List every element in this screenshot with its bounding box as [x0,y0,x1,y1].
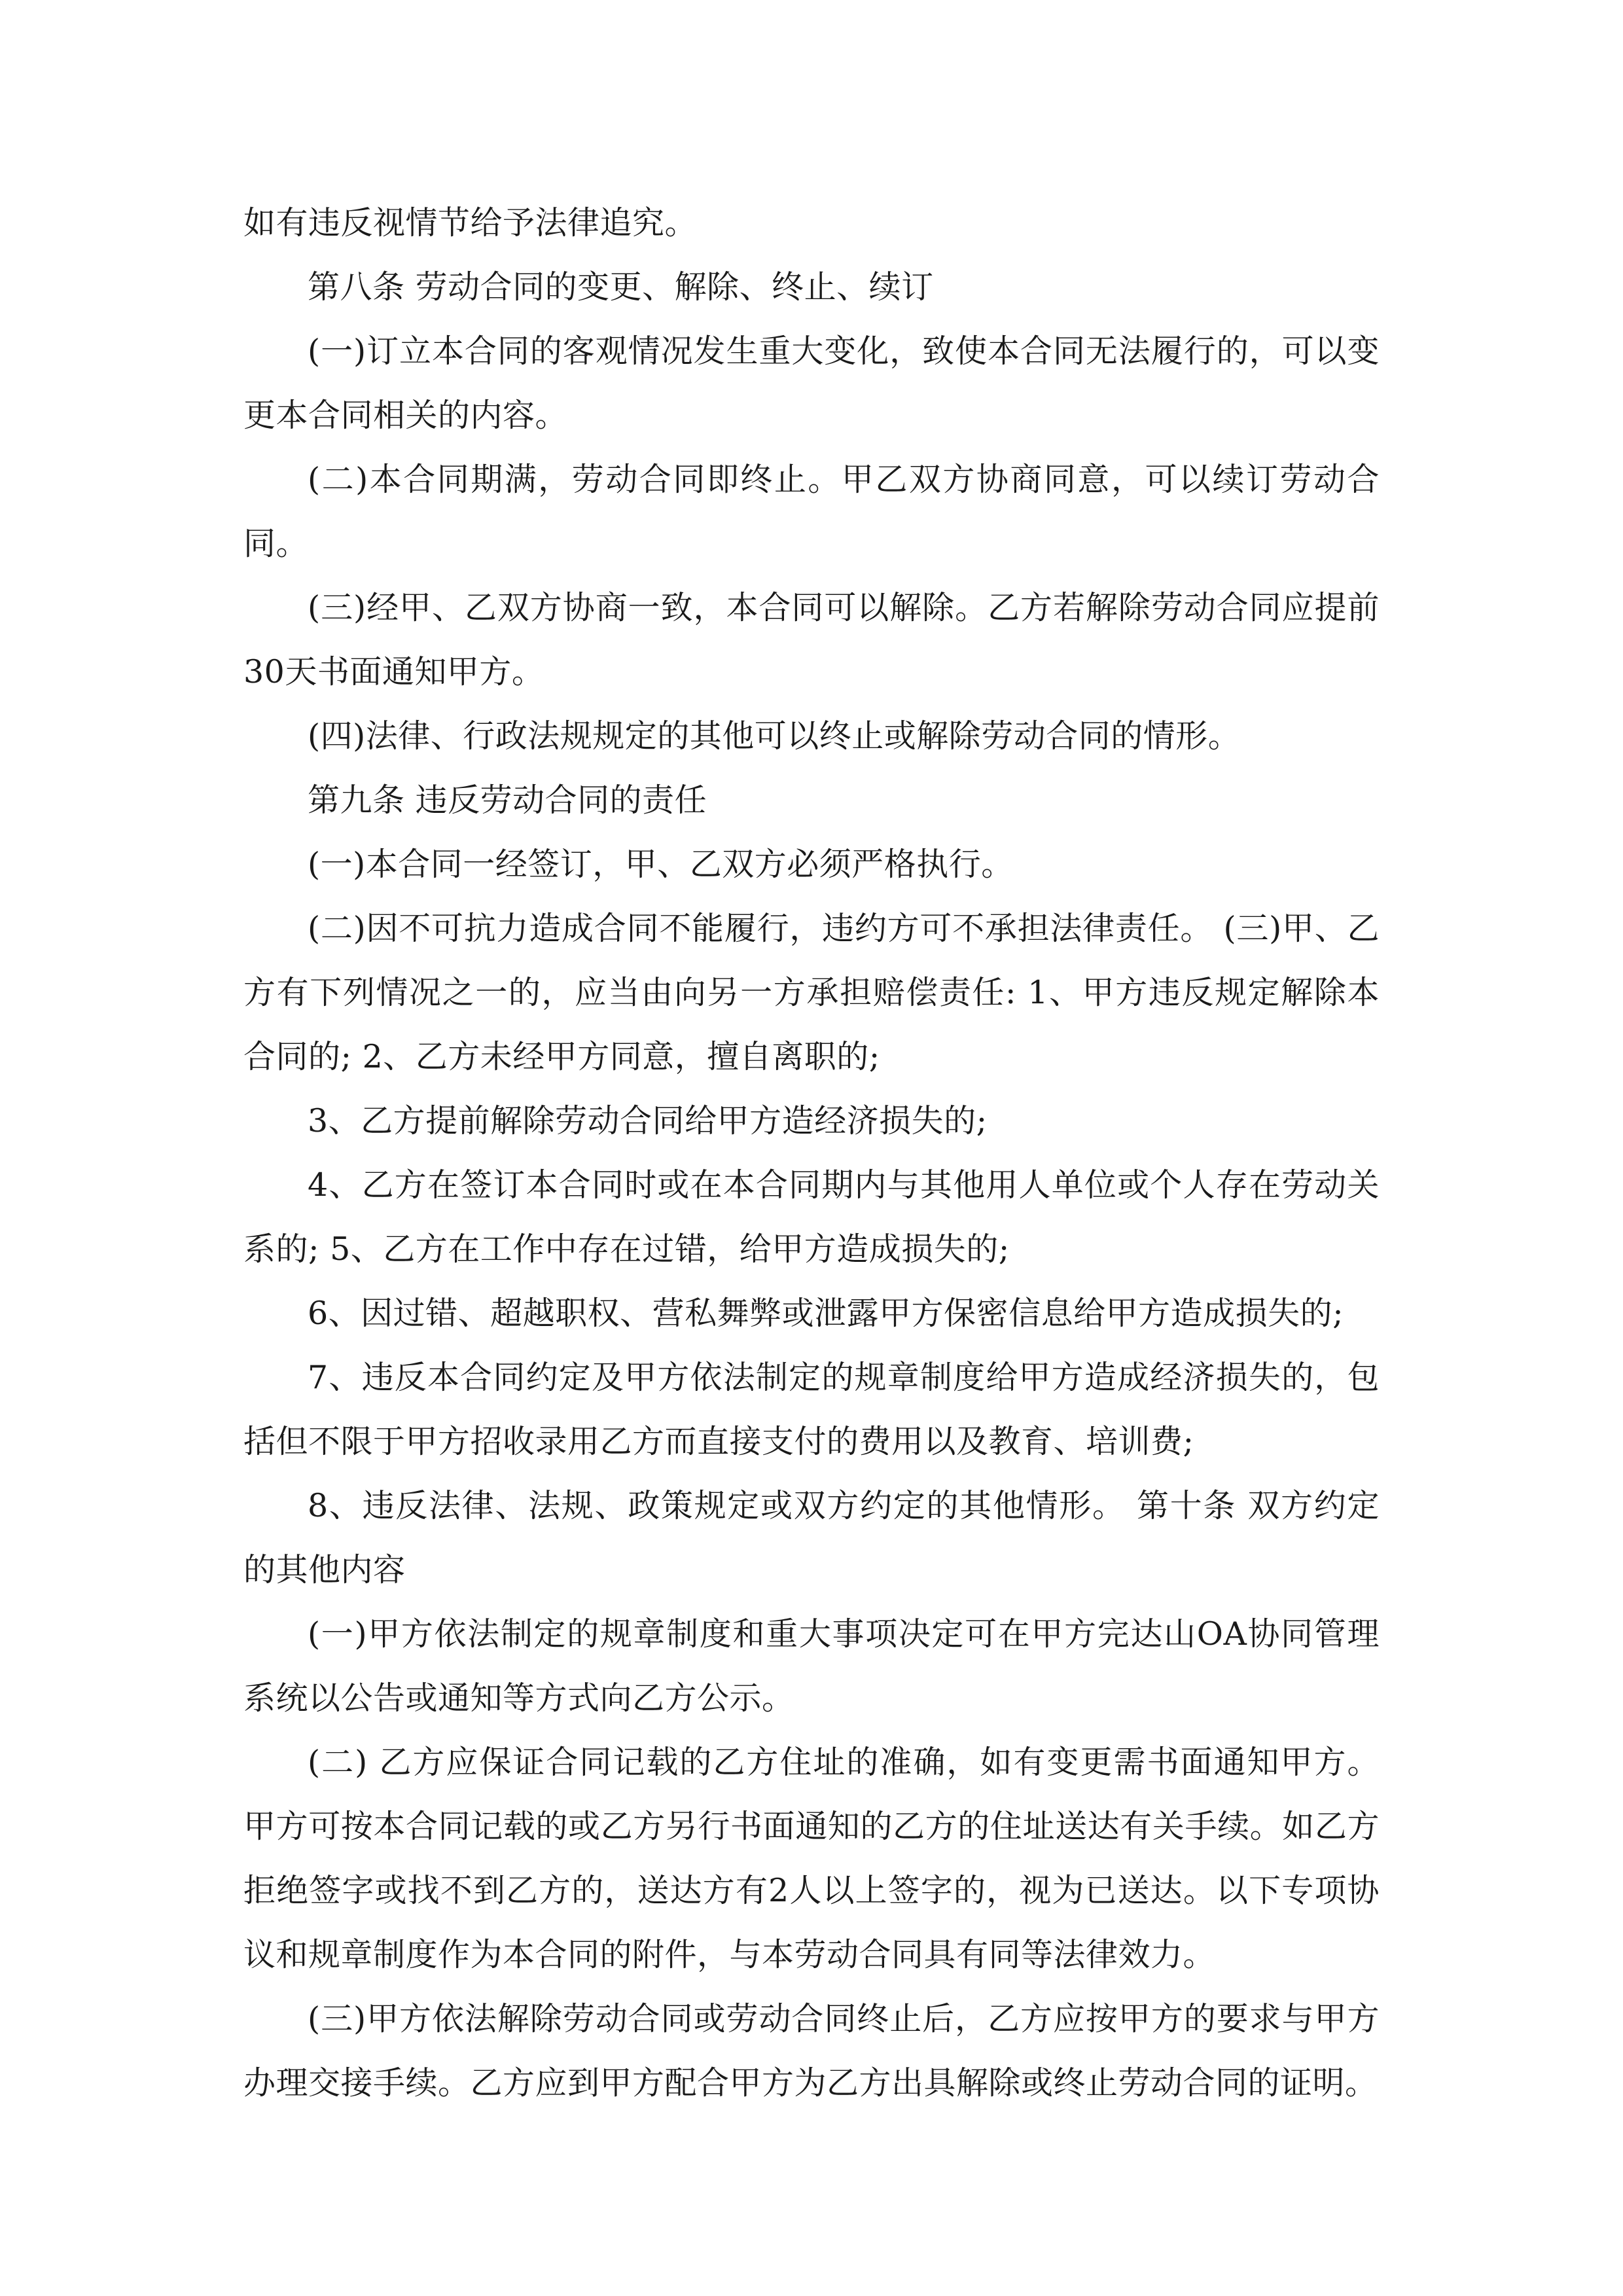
article-8-clause-2: (二)本合同期满，劳动合同即终止。甲乙双方协商同意，可以续订劳动合同。 [243,461,1380,562]
article-8-clause-3: (三)经甲、乙双方协商一致，本合同可以解除。乙方若解除劳动合同应提前30天书面通知甲方。 [243,589,1380,691]
article-9-item-6: 6、因过错、超越职权、营私舞弊或泄露甲方保密信息给甲方造成损失的; [308,1295,1344,1332]
article-9-item-4-5: 4、乙方在签订本合同时或在本合同期内与其他用人单位或个人存在劳动关系的; 5、乙方在工作中存在过错，给甲方造成损失的; [243,1166,1380,1268]
document-body [243,191,1380,2115]
article-9-clause-2-3: (二)因不可抗力造成合同不能履行，违约方可不承担法律责任。 (三)甲、乙方有下列情况之一的，应当由向另一方承担赔偿责任: 1、甲方违反规定解除本合同的; 2、乙方未经甲方同意，擅自离职的; [243,910,1380,1075]
article-8-clause-4: (四)法律、行政法规规定的其他可以终止或解除劳动合同的情形。 [308,717,1241,755]
article-8-heading: 第八条 劳动合同的变更、解除、终止、续订 [308,268,934,306]
article-9-item-8-and-article-10-heading: 8、违反法律、法规、政策规定或双方约定的其他情形。 第十条 双方约定的其他内容 [243,1487,1380,1588]
article-10-clause-1: (一)甲方依法制定的规章制度和重大事项决定可在甲方完达山OA协同管理系统以公告或通知等方式向乙方公示。 [243,1615,1380,1717]
article-9-item-3: 3、乙方提前解除劳动合同给甲方造经济损失的; [308,1102,988,1139]
article-9-heading: 第九条 违反劳动合同的责任 [308,781,707,819]
article-10-clause-3: (三)甲方依法解除劳动合同或劳动合同终止后，乙方应按甲方的要求与甲方办理交接手续。乙方应到甲方配合甲方为乙方出具解除或终止劳动合同的证明。 [243,2000,1380,2102]
article-9-clause-1: (一)本合同一经签订，甲、乙双方必须严格执行。 [308,846,1014,883]
paragraph-continuation: 如有违反视情节给予法律追究。 [243,204,698,242]
article-10-clause-2: (二) 乙方应保证合同记载的乙方住址的准确，如有变更需书面通知甲方。甲方可按本合同记载的或乙方另行书面通知的乙方的住址送达有关手续。如乙方拒绝签字或找不到乙方的，送达方有2人以上签字的，视为已送达。以下专项协议和规章制度作为本合同的附件，与本劳动合同具有同等法律效力。 [243,1744,1380,1973]
article-8-clause-1: (一)订立本合同的客观情况发生重大变化，致使本合同无法履行的，可以变更本合同相关的内容。 [243,332,1380,434]
article-9-item-7: 7、违反本合同约定及甲方依法制定的规章制度给甲方造成经济损失的，包括但不限于甲方招收录用乙方而直接支付的费用以及教育、培训费; [243,1359,1380,1460]
